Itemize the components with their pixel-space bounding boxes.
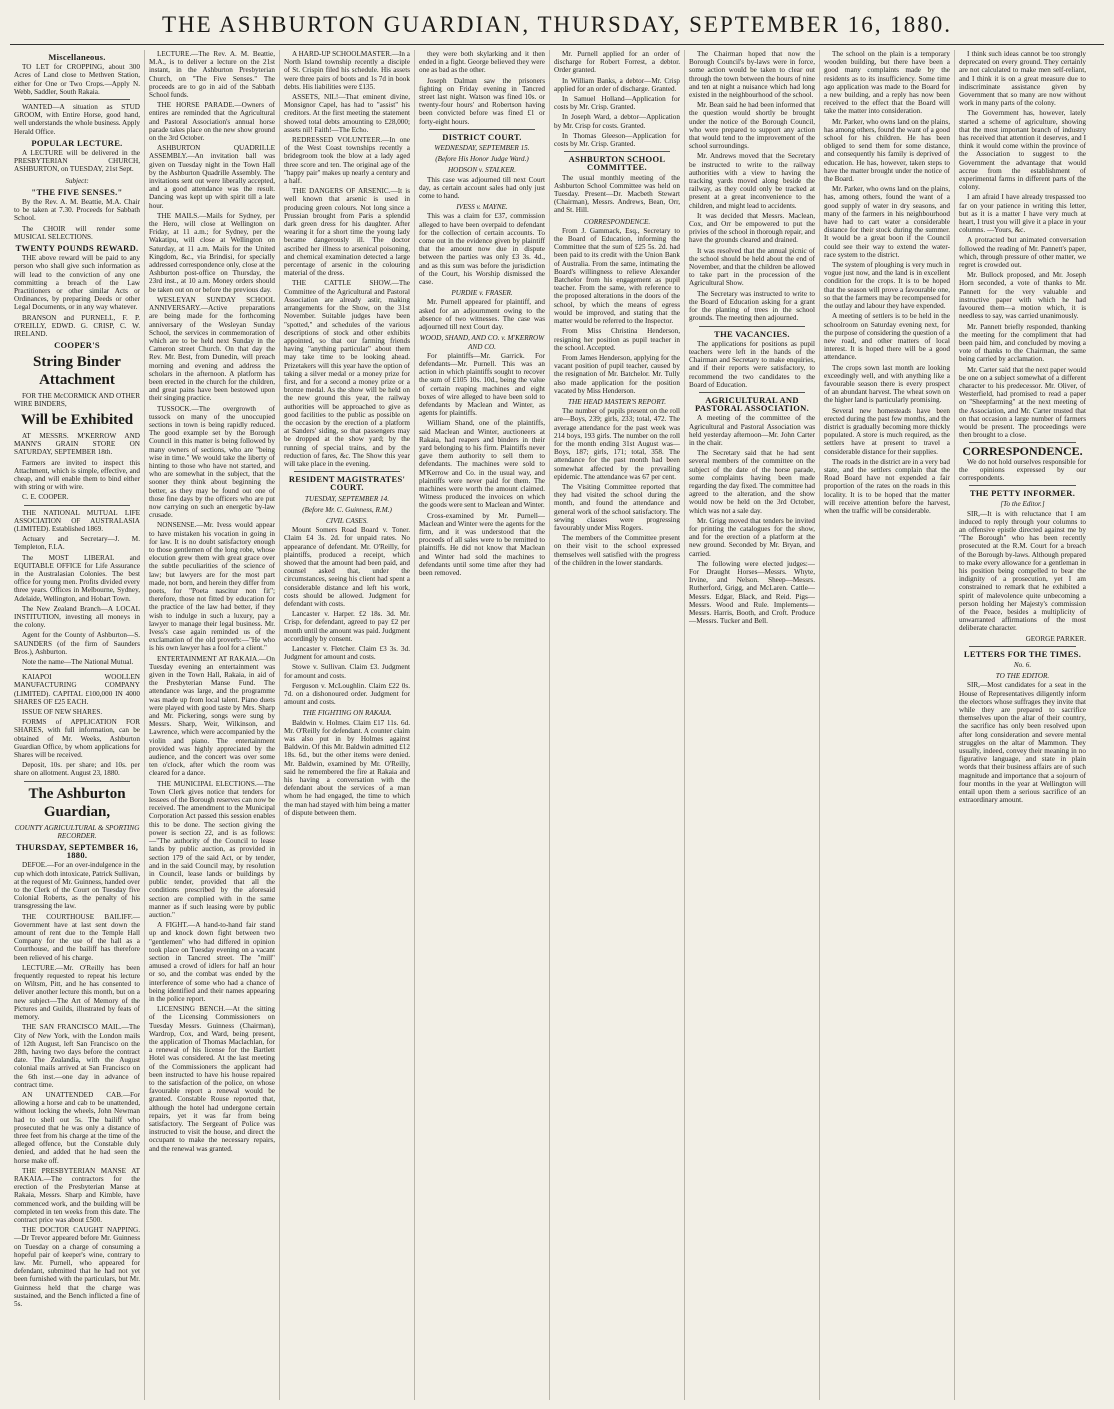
sub-heading: TUESDAY, SEPTEMBER 14. <box>305 494 389 503</box>
paragraph: Baldwin v. Holmes. Claim £17 11s. 6d. Mr. O'Reilly for defendant. A counter claim was also put in by Holmes against Baldwin. Of this Mr. Baldwin admitted £12 18s. 6d., but the other items were denied. Mr. Baldwin, examined by Mr. O'Reilly, said he remembered the fire at Rakaia and his having a conversation with the defendant about the services of a man whom he had engaged, the time to which the man had stayed with him being a matter of dispute between them. <box>284 718 410 817</box>
paragraph: ENTERTAINMENT AT RAKAIA.—On Tuesday evening an entertainment was given in the Town Hall, Rakaia, in aid of the Presbyterian Manse Fund. The attendance was large, and the programme was made up from local talent. Piano duets were played with good taste by Mrs. Sharp and Mr. Pickering, songs were sung by Messrs. Sharp, Weir, Wilkinson, and Lawrence, which were accompanied by the violin and piano. The entertainment provided was highly appreciated by the audience, and the concert was over some ten o'clock, after which the room was cleared for a dance. <box>149 654 275 778</box>
column-3 <box>280 50 415 1400</box>
paragraph: Lancaster v. Fletcher. Claim £3 3s. 3d. Judgment for amount and costs. <box>284 645 410 662</box>
paragraph: Mr. Grigg moved that tenders be invited for printing the catalogues for the show, and for the erection of a platform at the new ground. Seconded by Mr. Bryan, and carried. <box>689 516 815 558</box>
column-6 <box>685 50 820 1400</box>
sub-heading: CIVIL CASES. <box>325 516 369 525</box>
paragraph: DEFOE.—For an over-indulgence in the cup which doth intoxicate, Patrick Sullivan, at the request of Mr. Guinness, handed over to the Clerk of the Court on Tuesday five Colonial Roberts, as the penalty of his transgressing the law. <box>14 861 140 911</box>
paragraph: TO LET for CROPPING, about 300 Acres of Land close to Methven Station, either for One or Two Crops.—Apply N. Webb, Saddler, South Rakaia. <box>14 63 140 96</box>
paragraph: The system of ploughing is very much in vogue just now, and the land is in excellent condition for the crops. It is to be hoped that the season will prove a favourable one, so that the farmers may be recompensed for the outlay and labour they have expended. <box>824 261 950 311</box>
paragraph: THE DOCTOR CAUGHT NAPPING.—Dr Trevor appeared before Mr. Guinness on Tuesday on a charge of consuming a hopeful pair of keeper's wine, contrary to law. Mr. Purnell, who appeared for defendant, submitted that he had not yet been furnished with the particulars, but Mr. Guinness held that the charge was sustained, and the Bench inflicted a fine of 5s. <box>14 1226 140 1308</box>
paragraph: The MOST LIBERAL and EQUITABLE OFFICE for Life Assurance in the Australasian Colonies. The best office for young men. Profits divided every three years. Offices in Melbourne, Sydney, Adelaide, Wellington, and Hobart Town. <box>14 553 140 603</box>
paragraph: Cross-examined by Mr. Purnell—Maclean and Winter were the agents for the firm, and it was understood that the proceeds of all sales were to be remitted to plaintiffs. He did not know that Maclean and Winter had sold the machines to defendants until some time after they had been removed. <box>419 511 545 577</box>
paragraph: The Secretary was instructed to write to the Board of Education asking for a grant for the planting of trees in the school grounds. The meeting then adjourned. <box>689 289 815 323</box>
paragraph: Stowe v. Sullivan. Claim £3. Judgment for amount and costs. <box>284 663 410 680</box>
paragraph: ISSUE OF NEW SHARES. <box>22 708 103 716</box>
paragraph: FORMS of APPLICATION FOR SHARES, with full information, can be obtained of Mr. Weeks, Ashburton Guardian Office, by whom applications for Shares will be received. <box>14 718 140 760</box>
display-heading: Will be Exhibited <box>20 411 134 428</box>
paragraph: I think such ideas cannot be too strongly deprecated on every ground. They certainly are not calculated to make men self-reliant, and I think it is on a great measure due to indiscriminate assistance given by Government that so many are now without work in many parts of the colony. <box>959 50 1086 108</box>
column-7 <box>820 50 955 1400</box>
paragraph: This was a claim for £37, commission alleged to have been overpaid to defendant for the collection of certain accounts. To come out in the evidence given by plaintiff that the amount now due in dispute between the parties was only £3 3s. 4d., and as this sum was before the jurisdiction of the Court, his Worship dismissed the case. <box>419 212 545 287</box>
column-2 <box>145 50 280 1400</box>
article-headline: THE PETTY INFORMER. <box>969 488 1076 499</box>
paragraph: NONSENSE.—Mr. Ivess would appear to have mistaken his vocation in going in for law. It is no doubt satisfactory enough to those gentlemen of the long robe, whose elocution grew them with great grace over the subtle peculiarities of the science of law; but lawyers are for the most part made, not born, and herein they differ from poets, for "Poeta nascitur non fit"; therefore, those not fitted by education for the practice of the law had better, if they wish to indulge in such a luxury, pay a lawyer to manage their legal business. Mr. Ivess's case again reminded us of the exclamation of the old proverb:—"He who is his own lawyer has a fool for a client." <box>149 521 275 653</box>
column-rule <box>969 442 1076 443</box>
paragraph: THE CATTLE SHOW.—The Committee of the Agricultural and Pastoral Association are already astir, making arrangements for the Show, on the 31st November. Suitable judges have been "spotted," and schedules of the various descriptions of stock and other exhibits appointed, so that our farming friends having "anything particular" about them may take time to be looking ahead. Prizetakers will this year have the option of taking a silver medal or a money prize for first, and for a second a money prize or a bronze medal. As the show will be held on the new ground this year, the railway authorities will be approached to give as good facilities to the public as possible on the occasion by the erection of a platform at Sanders' siding, so that passengers may be dropped at the show yard; by the running of special trains, and by the reduction of fares, &c. The Show this year will take place in the evening. <box>284 279 410 468</box>
sub-heading: THE HEAD MASTER'S REPORT. <box>567 397 667 406</box>
paragraph: By the Rev. A. M. Beattie, M.A. Chair to be taken at 7.30. Proceeds for Sabbath School. <box>14 198 140 223</box>
paragraph: For plaintiffs—Mr. Garrick. For defendants—Mr. Purnell. This was an action in which plaintiffs sought to recover the sum of £105 10s. 10d., being the value of certain reaping machines and eight boxes of wire alleged to have been sold to defendants by Maclean and Winter, as agents for plaintiffs. <box>419 351 545 418</box>
paragraph: BRANSON and PURNELL, F. P. O'REILLY, EDWD. G. CRISP, C. W. IRELAND. <box>14 313 140 339</box>
article-headline: COOPER'S <box>54 340 100 351</box>
paragraph: THE MUNICIPAL ELECTIONS.—The Town Clerk gives notice that tenders for lessees of the Borough reserves can now be received. The amendment to the Municipal Corporation Act passed this session enables this to be done. The section giving the power is section 22, and is as follows:—"The authority of the Council to lease lands by public auction, as provided in section 179 of the said Act, or by tender, and in the said Council may, by resolution in Council, lease lands or buildings by public tender, provided that all the conditions prescribed by the aforesaid section are complied with in the same manner as if such leasing were by public auction." <box>149 779 275 919</box>
paragraph: REDRESSED VOLUNTEER.—In one of the West Coast townships recently a bridegroom took the blow at a lady aged three score and ten. The original age of the "happy pair" makes up nearly a century and a half. <box>284 136 410 186</box>
paragraph: It was resolved that the annual picnic of the school should be held about the end of November, and that the children be allowed to take part in the procession of the Agricultural Show. <box>689 246 815 288</box>
sub-heading: HODSON v. STALKER. <box>447 166 516 175</box>
paragraph: THE NATIONAL MUTUAL LIFE ASSOCIATION OF AUSTRALASIA (LIMITED). Established 1869. <box>14 508 140 533</box>
paragraph: LECTURE.—The Rev. A. M. Beattie, M.A., is to deliver a lecture on the 21st instant, in the Ashburton Presbyterian Church, on "The Five Senses." The proceeds are to go in aid of the Sabbath School funds. <box>149 50 275 100</box>
sub-heading: (Before Mr. C. Guinness, R.M.) <box>302 505 392 514</box>
column-8 <box>955 50 1090 1400</box>
paragraph: In William Banks, a debtor—Mr. Crisp applied for an order of discharge. Granted. <box>554 76 680 93</box>
paragraph: AN UNATTENDED CAB.—For allowing a horse and cab to be unattended, without locking the wheels, John Newman had to shell out 5s. The bailiff who prosecuted that he was only a distance of three feet from his charge at the time of the alleged offence, but the Constable duly denied, and added that he had seen the horse make off. <box>14 1090 140 1165</box>
paragraph: LECTURE.—Mr. O'Reilly has been frequently requested to repeat his lecture on Wiltsm, Pitt, and he has consented to deliver another lecture this month, but on a new subject—The Art of Memory of the Pictures and Guilds, illustrated by feats of memory. <box>14 963 140 1022</box>
paragraph: From J. Gammack, Esq., Secretary to the Board of Education, informing the Committee that the sum of £25 5s. 2d. had been paid to its credit with the Union Bank of Australia. From the same, intimating the Board's willingness to relieve Alexander Batchelor from his engagement as pupil teacher. From the same, with reference to the proposed alterations in the doors of the school, by which the means of egress would be improved, and stating that the matter would be referred to the Inspector. <box>554 226 680 326</box>
paragraph: Mr. Parker, who owns land on the plains, has among others, found the want of a good school for his children. He has been obliged to send them for some distance, and consequently his family is deprived of education. He has, however, taken steps to have the matter brought under the notice of the Board. <box>824 117 950 184</box>
paragraph: The applications for positions as pupil teachers were left in the hands of the Chairman and Secretary to make enquiries, and if their reports were satisfactory, to recommend the two candidates to the Board of Education. <box>689 339 815 389</box>
paragraph: WANTED—A situation as STUD GROOM, with Entire Horse, good hand, well understands the whole business. Apply Herald Office. <box>14 103 140 136</box>
paragraph: Mr. Bullock proposed, and Mr. Joseph Horn seconded, a vote of thanks to Mr. Pannett for the very valuable and instructive paper with which he had favoured them—a motion which, it is needless to say, was carried unanimously. <box>959 271 1086 321</box>
column-rule <box>969 485 1076 486</box>
paragraph: ASHBURTON QUADRILLE ASSEMBLY.—An invitation ball was given on Tuesday night in the Town Hall by the Ashburton Quadrille Assembly. The invitations sent out were liberally accepted, and a good attendance was the result. Dancing was kept up with spirit till a late hour. <box>149 144 275 210</box>
sub-heading: TO THE EDITOR. <box>995 672 1050 681</box>
paragraph: Mr. Bean said he had been informed that the question would shortly be brought under the notice of the Borough Council, who were prepared to support any action that would tend to the improvement of the school surroundings. <box>689 101 815 151</box>
paragraph: Deposit, 10s. per share; and 10s. per share on allotment. August 23, 1880. <box>14 761 140 778</box>
newspaper-title: THE ASHBURTON GUARDIAN, THURSDAY, SEPTEMBER 16, 1880. <box>161 12 953 37</box>
paragraph: THE COURTHOUSE BAILIFF.—Government have at last sent down the amount of rent due to the Temple Hall Company for the use of the hall as a Courthouse, and the bailiff has therefore been relieved of his charge. <box>14 912 140 962</box>
paragraph: THE PRESBYTERIAN MANSE AT RAKAIA.—The contractors for the erection of the Presbyterian Manse at Rakaia, Messrs. Sharp and Kimble, have commenced work, and the building will be completed in ten weeks from this date. The contract price was about £500. <box>14 1166 140 1224</box>
paragraph: In Joseph Ward, a debtor—Application by Mr. Crisp for costs. Granted. <box>554 113 680 130</box>
paragraph: THE MAILS.—Mails for Sydney, per the Hero, will close at Wellington on Friday, at 11 a.m.; for Sydney, per the Wakatipu, will close at Wellington on Saturday, at 11 a.m. Mails for the United Kingdom, &c., via Brindisi, for specially addressed correspondence only, close at the Ashburton post-office on Thursday, the 23rd inst., at 10 a.m. Money orders should be taken out on or before the previous day. <box>149 211 275 294</box>
paragraph: The members of the Committee present on their visit to the school expressed themselves well satisfied with the progress of the children in the lower standards. <box>554 534 680 567</box>
sub-heading: WOOD, SHAND, AND CO. v. M'KERROW AND CO. <box>419 334 545 351</box>
article-headline: THE VACANCIES. <box>714 328 790 339</box>
sub-heading: [To the Editor.] <box>1000 500 1045 509</box>
article-headline: LETTERS FOR THE TIMES. <box>963 648 1082 659</box>
column-rule <box>429 129 535 130</box>
paragraph: Joseph Dalman saw the prisoners fighting on Friday evening in Tancred street last night. Watson was fined 10s. or twenty-four hours' and Robertson having been convicted before was fined £1 or forty-eight hours. <box>419 76 545 126</box>
article-headline: THURSDAY, SEPTEMBER 16, 1880. <box>15 842 139 861</box>
article-headline: ASHBURTON SCHOOL COMMITTEE. <box>568 154 666 173</box>
column-rule <box>24 505 130 506</box>
article-headline: AGRICULTURAL AND PASTORAL ASSOCIATION. <box>695 394 809 414</box>
paragraph: THE DANGERS OF ARSENIC.—It is well known that arsenic is used in producing green colours. Not long since a Prussian brought from Paris a splendid dark green dress for his daughter. After wearing it for a short time the young lady became dangerously ill. The doctor ascribed her illness to arsenical poisoning, and chemical examination detected a large percentage of arsenic in the colouring material of the dress. <box>284 187 410 278</box>
paragraph: ASSETS, NIL!—That eminent divine, Monsignor Capel, has had to "assist" his creditors. At the first meeting the statement showed total debts amounting to £28,000; assets nil! Faith!—The Echo. <box>284 93 410 134</box>
paragraph: The following were elected judges:—For Draught Horses—Messrs. Whyte, Irvine, and Nelson. Sheep—Messrs. Rutherford, Grigg, and McLaren. Cattle—Messrs. Edgar, Black, and Reid. Pigs—Messrs. Wood and Rule. Implements—Messrs. Harris, Booth, and Croft. Produce—Messrs. Tucker and Bell. <box>689 559 815 626</box>
paragraph: I am afraid I have already trespassed too far on your patience in writing this letter, but as it is a matter I have very much at heart, I trust you will give it a place in your columns. —Yours, &c. <box>959 193 1086 235</box>
paragraph: A protracted but animated conversation followed the reading of Mr. Pannett's paper, which, through pressure of other matter, we regret is crowded out. <box>959 236 1086 270</box>
sub-heading: IVESS v. MAYNE. <box>456 203 508 212</box>
paragraph: WESLEYAN SUNDAY SCHOOL ANNIVERSARY.—Active preparations are being made for the forthcoming anniversary of the Wesleyan Sunday School, the services in commemoration of which are to be held next Sunday in the Cameron street Church. On that day the Rev. Mr. Best, from Dunedin, will preach morning and evening and address the scholars in the afternoon. A platform has been erected in the church for the children, and great pains have been bestowed upon their singing practice. <box>149 295 275 403</box>
paragraph: The school on the plain is a temporary wooden building, but there have been a good many complaints made by the residents as to its insufficiency. Some time ago application was made to the Board for a new building, and a reply has now been received to the effect that the Board will take the matter into consideration. <box>824 50 950 116</box>
sub-heading: THE FIGHTING ON RAKAIA. <box>302 709 392 718</box>
column-4 <box>415 50 550 1400</box>
sub-heading: COUNTY AGRICULTURAL & SPORTING RECORDER. <box>14 823 140 840</box>
paragraph: Mr. Purnell applied for an order of discharge for Robert Forrest, a debtor. Order granted. <box>554 50 680 75</box>
paragraph: C. E. COOPER. <box>22 493 69 502</box>
column-rule <box>564 151 670 152</box>
paragraph: The Visiting Committee reported that they had visited the school during the month, and found the attendance and general work of the school satisfactory. The sewing classes were progressing favourably under Miss Rogers. <box>554 482 680 532</box>
sub-heading: No. 6. <box>1013 661 1032 670</box>
paragraph: A FIGHT.—A hand-to-hand fair stand up and knock down fight between two "gentlemen" who had differed in opinion took place on Tuesday evening on a vacant section in Tancred street. The "mill" amused a crowd of idlers for half an hour or so, and the combat was ended by the interference of some who had a chance of being identified and their names appearing in the police report. <box>149 921 275 1003</box>
column-5 <box>550 50 685 1400</box>
paragraph: Several new homesteads have been erected during the past few months, and the district is gradually becoming more thickly populated. A store is much required, as the settlers have at present to travel a considerable distance for their supplies. <box>824 406 950 456</box>
paragraph: THE SAN FRANCISCO MAIL.—The City of New York, with the London mails of 12th August, left San Francisco on the 28th, having two days before the contract date. The Zealandia, with the August colonial mails arrived at San Francisco on the 6th inst.—one day in advance of contract time. <box>14 1023 140 1089</box>
paragraph: Note the name—The National Mutual. <box>22 657 134 666</box>
paragraph: Farmers are invited to inspect this Attachment, which is simple, effective, and cheap, and will enable them to bind either with string or with wire. <box>14 458 140 492</box>
paragraph: The usual monthly meeting of the Ashburton School Committee was held on Tuesday. Present—Dr. Macbeth Stewart (Chairman), Messrs. Andrews, Bean, Orr, and St. Hill. <box>554 173 680 215</box>
column-rule <box>699 392 805 393</box>
paragraph: THE HORSE PARADE.—Owners of entires are reminded that the Agricultural and Pastoral Association's annual horse parade takes place on the new show ground on the 3rd October. <box>149 101 275 143</box>
paragraph: SIR,—Most candidates for a seat in the House of Representatives diligently inform the electors whose suffrages they invite that while they are prepared to sacrifice themselves upon the altar of their country, the sacrifice has only been resolved upon after long consideration and severe mental struggles on the altar of Mammon. They usually, indeed, convey their meaning in no figurative language, and state in plain words that their business affairs are of such magnitude and importance that a sojourn of four months in the year at Wellington will entail upon them a serious sacrifice of an extraordinary amount. <box>959 681 1086 805</box>
paragraph: A HARD-UP SCHOOLMASTER.—In a North Island township recently a disciple of St. Crispin filed his schedule. His assets were three pairs of boots and 1s 7d in book debts. His liabilities were £135. <box>284 50 410 91</box>
article-headline: DISTRICT COURT. <box>442 131 522 142</box>
article-headline: TWENTY POUNDS REWARD. <box>15 243 139 254</box>
paragraph: The CHOIR will render some MUSICAL SELECTIONS. <box>14 224 140 241</box>
article-headline: Miscellaneous. <box>48 52 106 62</box>
paragraph: Mr. Andrews moved that the Secretary be instructed to write to the railway authorities with a view to having the tracking yards moved along beside the railway, as they could only be tracked at present at a great inconvenience to the children, and might lead to accidents. <box>689 152 815 210</box>
column-rule <box>969 646 1076 647</box>
paragraph: In Thomas Gleeson—Application for costs by Mr. Crisp. Granted. <box>554 131 680 149</box>
paragraph: William Shand, one of the plaintiffs, said Maclean and Winter, auctioneers at Rakaia, had reapers and binders in their yard belonging to his firm. Plaintiffs never gave them authority to sell them to defendants. The machines were sold to M'Kerrow and Co. in the usual way, and plaintiffs were never paid for them. The machines were worth the amount claimed. Witness produced the invoices on which the goods were sent to Maclean and Winter. <box>419 419 545 510</box>
paragraph: The New Zealand Branch—A LOCAL INSTITUTION, investing all moneys in the colony. <box>14 604 140 630</box>
article-headline: RESIDENT MAGISTRATES' COURT. <box>288 474 406 493</box>
masthead <box>10 10 1104 45</box>
paragraph: Lancaster v. Harper. £2 18s. 3d. Mr. Crisp, for defendant, agreed to pay £2 per month until the amount was paid. Judgment accordingly by consent. <box>284 610 410 643</box>
paragraph: A LECTURE will be delivered in the PRESBYTERIAN CHURCH, ASHBURTON, on TUESDAY, 21st Sept. <box>14 149 140 174</box>
paragraph: Agent for the County of Ashburton—S. SAUNDERS (of the firm of Saunders Bros.), Ashburton. <box>14 631 140 656</box>
paragraph: Mount Somers Road Board v. Toner. Claim £4 3s. 2d. for unpaid rates. No appearance of defendant. Mr. O'Reilly, for plaintiffs, produced a receipt, which showed that the amount had been paid, and counsel asked that, under the circumstances, seeing his client had spent a considerable distance and left his work, costs should be allowed. Judgment for defendant with costs. <box>284 526 410 608</box>
signature-line: GEORGE PARKER. <box>1025 634 1086 643</box>
paragraph: Actuary and Secretary—J. M. Templeton, F.I.A. <box>14 535 140 552</box>
paragraph: Mr. Parker, who owns land on the plains, has, among others, found the want of a good supply of water in dry seasons, and many of the farmers in his neighbourhood have had to cart water a considerable distance for their stock during the summer. It would be a great boon if the Council could see their way to extend the water-race system to the district. <box>824 185 950 259</box>
page-columns <box>10 50 1104 1400</box>
article-headline: "THE FIVE SENSES." <box>31 186 123 197</box>
paragraph: It was decided that Messrs. Maclean, Cox, and Orr be empowered to put the privies of the school in thorough repair, and have the grounds cleared and drained. <box>689 211 815 245</box>
paragraph: LICENSING BENCH.—At the sitting of the Licensing Commissioners on Tuesday Messrs. Guinness (Chairman), Wardrop, Cox, and Ward, being present, the application of Thomas Maclachlan, for a renewal of his license for the Bartlett Hotel was considered. At the last meeting of the Commissioners the applicant had been instructed to have his house repaired to the satisfaction of the police, on whose favourable report a renewal would be granted. Constable Rouse reported that, although the hotel had undergone certain repairs, yet it was far from being satisfactory. The Sergeant of Police was instructed to visit the house, and direct the occupant to make the necessary repairs, and the renewal was granted. <box>149 1005 275 1153</box>
paragraph: AT MESSRS. M'KERROW AND MANN'S GRAIN STORE ON SATURDAY, SEPTEMBER 18th. <box>14 431 140 457</box>
paragraph: SIR,—It is with reluctance that I am induced to reply through your columns to an offensive epistle directed against me by "The Borough" who has been recently prosecuted at the R.M. Court for a breach of the Borough by-laws. Although prepared to make every allowance for a gentleman in his position being compelled to bear the indignity of a prosecution, yet I am constrained to remark that he exhibited a spirit of malevolence quite unbecoming a person holding her Majesty's commission of the Peace, besides a multiplicity of unwarranted affirmations of the most deliberate character. <box>959 509 1086 633</box>
paragraph: This case was adjourned till next Court day, as certain account sales had only just come to hand. <box>419 175 545 201</box>
paragraph: We do not hold ourselves responsible for the opinions expressed by our correspondents. <box>959 457 1086 482</box>
column-rule <box>24 99 130 100</box>
paragraph: Ferguson v. McLoughlin. Claim £22 0s. 7d. on a dishonoured order. Judgment for amount and costs. <box>284 681 410 707</box>
paragraph: A meeting of settlers is to be held in the schoolroom on Saturday evening next, for the purpose of considering the question of a new road, and other matters of local interest. It is hoped there will be a good attendance. <box>824 312 950 362</box>
sub-heading: WEDNESDAY, SEPTEMBER 15. <box>434 144 530 153</box>
paragraph: From Miss Christina Henderson, resigning her position as pupil teacher in the school. Accepted. <box>554 327 680 352</box>
section-heading: CORRESPONDENCE. <box>962 444 1083 459</box>
paragraph: Mr. Purnell appeared for plaintiff, and asked for an adjournment owing to the absence of two witnesses. The case was adjourned till next Court day. <box>419 298 545 332</box>
paragraph: they were both skylarking and it then ended in a fight. George believed they were one as bad as the other. <box>419 50 545 75</box>
column-rule <box>294 471 400 472</box>
column-rule <box>24 781 130 782</box>
column-rule <box>24 669 130 670</box>
column-rule <box>699 326 805 327</box>
paragraph: From James Henderson, applying for the vacant position of pupil teacher, caused by the resignation of Mr. Batchelor. Mr. Tully also made application for the position vacated by Miss Henderson. <box>554 353 680 395</box>
article-headline: POPULAR LECTURE. <box>31 137 123 148</box>
paragraph: The number of pupils present on the roll are—Boys, 239; girls, 233; total, 472. The average attendance for the past week was 214 boys, 193 girls. The number on the roll for the month ending 31st August was—Boys, 187; girls, 171; total, 358. The attendance for the past month had been somewhat affected by the prevailing epidemic. The attendance was 67 per cent. <box>554 407 680 481</box>
display-heading: The Ashburton Guardian, <box>28 785 126 820</box>
paragraph: Mr. Carter said that the next paper would be one on a subject somewhat of a different character to his predecessor. Mr. Oliver, of Westerfield, had promised to read a paper on "Sheepfarming" at the next meeting of the Association, and Mr. Carter trusted that on that occasion a large number of farmers would be present. The proceedings were then brought to a close. <box>959 365 1086 440</box>
paragraph: The Secretary said that he had sent several members of the committee on the subject of the date of the horse parade, some complaints having been made regarding the day fixed. The committee had agreed to the alteration, and the show would now be held on the 3rd October, which was not a sale day. <box>689 449 815 515</box>
paragraph: Mr. Pannett briefly responded, thanking the meeting for the compliment that had been paid him, and concluded by moving a vote of thanks to the Chairman, the same being carried by acclamation. <box>959 322 1086 364</box>
paragraph: FOR THE McCORMICK AND OTHER WIRE BINDERS, <box>14 391 140 408</box>
sub-heading: PURDIE v. FRASER. <box>451 289 513 298</box>
paragraph: TUSSOCK.—The overgrowth of tussock on many of the unoccupied sections in town is being rapidly reduced. The good example set by the Borough Council in this matter is being followed by many owners of sections, who are "being wise in time." We would take the liberty of hinting to those who have not started, and who are somewhat in the subject, that the sooner they think about beginning the better, as they may be found out one of those fine days by the officers who are put now carrying on such an energetic by-law crusade. <box>149 404 275 520</box>
column-1 <box>10 50 145 1400</box>
paragraph: In Samuel Holland—Application for costs by Mr. Crisp. Granted. <box>554 95 680 112</box>
paragraph: KAIAPOI WOOLLEN MANUFACTURING COMPANY (LIMITED). CAPITAL £100,000 IN 4000 SHARES OF £25 EACH. <box>14 673 140 706</box>
paragraph: The roads in the district are in a very bad state, and the settlers complain that the Road Board have not expended a fair proportion of the rates on the roads in this locality. It is to be hoped that the matter will receive attention before the harvest, when the traffic will be considerable. <box>824 457 950 515</box>
paragraph: The Government has, however, lately started a scheme of agriculture, showing that the most important branch of industry has received that attention it deserves, and I think it would come within the province of the Association to suggest to the Government the advantage that would accrue from the establishment of experimental farms in different parts of the colony. <box>959 109 1086 192</box>
sub-heading: CORRESPONDENCE. <box>583 217 651 226</box>
paragraph: The crops sown last month are looking exceedingly well, and with anything like a favourable season there is every prospect of an abundant harvest. The wheat sown on the higher land is particularly promising. <box>824 363 950 405</box>
sub-heading: Subject: <box>65 176 89 185</box>
sub-heading: (Before His Honor Judge Ward.) <box>435 155 529 164</box>
paragraph: THE above reward will be paid to any person who shall give such information as will lead to the conviction of any one committing a breach of the Law Practitioners or other similar Acts or Ordinances, by preparing Deeds or other Legal Documents, or in any way whatever. <box>14 254 140 312</box>
paragraph: The Chairman hoped that now the Borough Council's by-laws were in force, some action would be taken to clear out through the town between the hours of nine and ten at night a nuisance which had long existed in the neighbourhood of the school. <box>689 50 815 100</box>
paragraph: A meeting of the committee of the Agricultural and Pastoral Association was held yesterday afternoon—Mr. John Carter in the chair. <box>689 414 815 447</box>
display-heading: String Binder Attachment <box>33 353 121 388</box>
